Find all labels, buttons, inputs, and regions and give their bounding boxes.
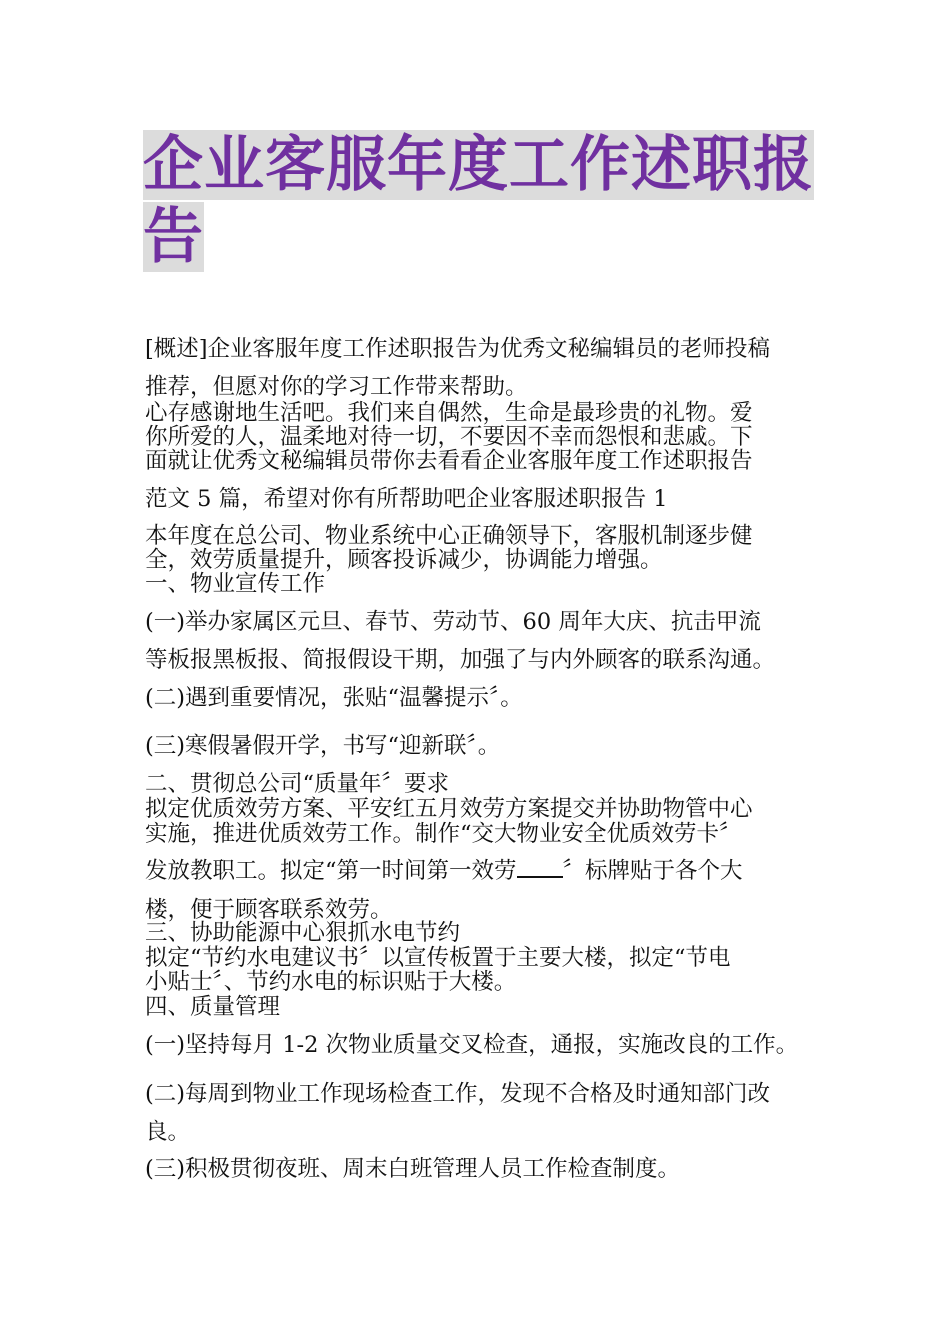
title-line-2: 告 — [143, 202, 204, 272]
body-text: 〞标牌贴于各个大 — [562, 858, 743, 884]
body-line: 小贴士〞、节约水电的标识贴于大楼。 — [145, 969, 517, 995]
document-title — [143, 130, 823, 272]
title-line-1: 企业客服年度工作述职报 — [143, 130, 814, 200]
list-item: 良。 — [145, 1119, 191, 1145]
body-line: 本年度在总公司、物业系统中心正确领导下，客服机制逐步健 — [145, 523, 753, 549]
summary-line-1: [概述]企业客服年度工作述职报告为优秀文秘编辑员的老师投稿 — [145, 336, 771, 362]
intro-line-1: 心存感谢地生活吧。我们来自偶然，生命是最珍贵的礼物。爱 — [145, 400, 753, 426]
body-line: 拟定“节约水电建议书〞以宣传板置于主要大楼，拟定“节电 — [145, 945, 731, 971]
list-item: (二)每周到物业工作现场检查工作，发现不合格及时通知部门改 — [145, 1081, 771, 1107]
body-line: 楼，便于顾客联系效劳。 — [145, 897, 393, 923]
intro-line-3: 面就让优秀文秘编辑员带你去看看企业客服年度工作述职报告 — [145, 448, 753, 474]
summary-line-2: 推荐，但愿对你的学习工作带来帮助。 — [145, 374, 528, 400]
list-item: (一)坚持每月 1-2 次物业质量交叉检查，通报，实施改良的工作。 — [145, 1032, 799, 1058]
section-heading-1: 一、物业宣传工作 — [145, 571, 326, 597]
body-line — [145, 858, 810, 884]
section-heading-4: 四、质量管理 — [145, 994, 281, 1020]
list-item: (三)积极贯彻夜班、周末白班管理人员工作检查制度。 — [145, 1156, 681, 1182]
list-item: 等板报黑板报、简报假设干期，加强了与内外顾客的联系沟通。 — [145, 647, 776, 673]
blank-underline — [517, 858, 563, 878]
body-line: 全，效劳质量提升，顾客投诉减少，协调能力增强。 — [145, 547, 663, 573]
section-heading-3: 三、协助能源中心狠抓水电节约 — [145, 920, 461, 946]
body-line: 拟定优质效劳方案、平安红五月效劳方案提交并协助物管中心 — [145, 796, 753, 822]
list-item: (二)遇到重要情况，张贴“温馨提示〞。 — [145, 685, 523, 711]
list-item: (一)举办家属区元旦、春节、劳动节、60 周年大庆、抗击甲流 — [145, 609, 761, 635]
intro-line-2: 你所爱的人，温柔地对待一切，不要因不幸而怨恨和悲戚。下 — [145, 424, 753, 450]
body-line: 实施，推进优质效劳工作。制作“交大物业安全优质效劳卡〞 — [145, 821, 742, 847]
body-text: 发放教职工。拟定“第一时间第一效劳 — [145, 858, 517, 884]
list-item: (三)寒假暑假开学，书写“迎新联〞。 — [145, 733, 501, 759]
section-heading-2: 二、贯彻总公司“质量年〞要求 — [145, 771, 450, 797]
intro-line-4: 范文 5 篇，希望对你有所帮助吧企业客服述职报告 1 — [145, 486, 668, 512]
